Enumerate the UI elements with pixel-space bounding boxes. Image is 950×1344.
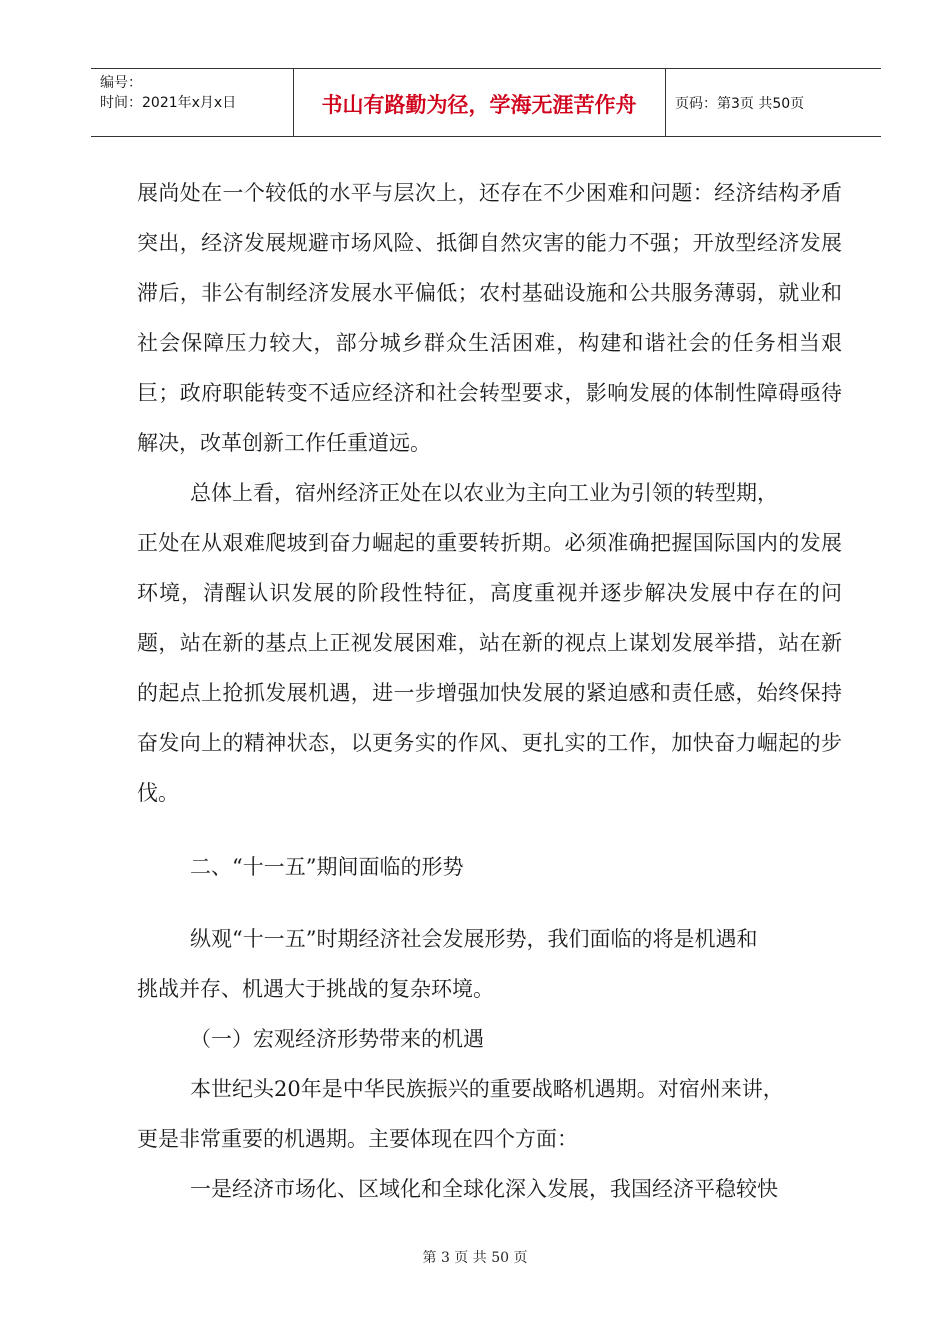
header-meta [100,73,236,113]
paragraph: 本世纪头20年是中华民族振兴的重要战略机遇期。对宿州来讲， 更是非常重要的机遇期。主要体现在四个方面： [137,1077,784,1151]
paragraph: 展尚处在一个较低的水平与层次上，还存在不少困难和问题：经济结构矛盾突出，经济发展规避市场风险、抵御自然灾害的能力不强；开放型经济发展滞后，非公有制经济发展水平偏低；农村基础设施和公共服务薄弱，就业和社会保障压力较大，部分城乡群众生活困难，构建和谐社会的任务相当艰巨；政府职能转变不适应经济和社会转型要求，影响发展的体制性障碍亟待解决，改革创新工作任重道远。 [137,181,842,455]
section-heading: 二、“十一五”期间面临的形势 [190,855,464,879]
serial-number-label: 编号： [100,75,142,91]
page-footer: 第 3 页 共 50 页 [422,1250,528,1266]
document-body [137,168,842,1214]
header-divider [665,69,666,136]
paragraph: 总体上看，宿州经济正处在以农业为主向工业为引领的转型期， 正处在从艰难爬坡到奋力崛起的重要转折期。必须准确把握国际国内的发展环境，清醒认识发展的阶段性特征，高度重视并逐步解决发展中存在的问题，站在新的基点上正视发展困难，站在新的视点上谋划发展举措，站在新的起点上抢抓发展机遇，进一步增强加快发展的紧迫感和责任感，始终保持奋发向上的精神状态，以更务实的作风、更扎实的工作，加快奋力崛起的步伐。 [137,481,842,805]
paragraph: 一是经济市场化、区域化和全球化深入发展，我国经济平稳较快 [190,1177,778,1201]
page-header [91,68,881,137]
paragraph: 纵观“十一五”时期经济社会发展形势，我们面临的将是机遇和 挑战并存、机遇大于挑战的复杂环境。 [137,927,758,1001]
subsection-heading: （一）宏观经济形势带来的机遇 [190,1027,484,1051]
header-motto: 书山有路勤为径，学海无涯苦作舟 [321,93,637,117]
header-page-info: 页码：第3页 共50页 [675,96,805,112]
date-label: 时间：2021年x月x日 [100,95,237,111]
